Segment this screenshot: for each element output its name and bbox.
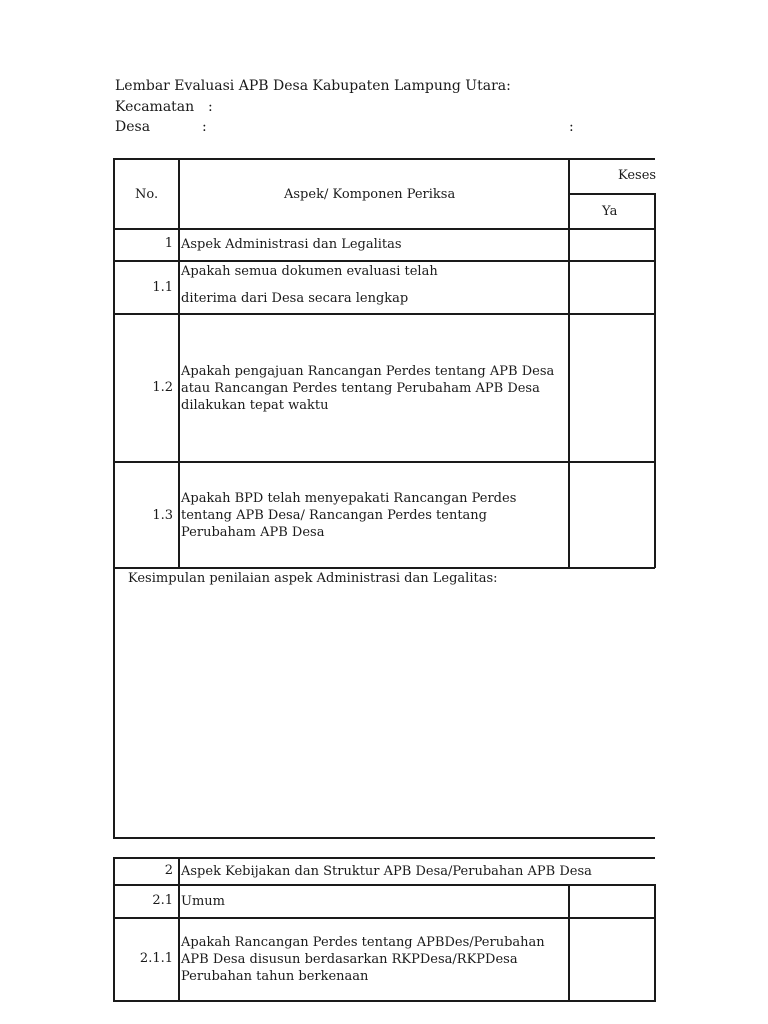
table1-col-divider-ya <box>654 193 656 568</box>
row-aspect-text: Apakah BPD telah menyepakati Rancangan Perdes <box>181 491 517 506</box>
table2-top-border <box>113 857 655 859</box>
table1-bottom-border <box>113 837 655 839</box>
desa-separator: : <box>202 119 207 135</box>
row-aspect-text: Perubaham APB Desa <box>181 525 325 540</box>
table1-row-line <box>113 260 655 262</box>
table2-col-divider-ya <box>654 884 656 1002</box>
row-aspect-text: dilakukan tepat waktu <box>181 398 329 413</box>
table1-row-line <box>113 567 655 569</box>
table1-col-divider-no <box>178 158 180 568</box>
row-aspect-text: APB Desa disusun berdasarkan RKPDesa/RKPDesa <box>181 952 518 967</box>
table2-bottom-border <box>113 1000 655 1002</box>
column-header-aspek: Aspek/ Komponen Periksa <box>284 187 456 202</box>
row-number: 1.3 <box>152 508 173 523</box>
row-number: 2.1.1 <box>139 951 173 966</box>
table1-top-border <box>113 158 655 160</box>
kecamatan-separator: : <box>208 99 213 115</box>
row-aspect-text: Apakah pengajuan Rancangan Perdes tentang APB Desa <box>181 364 555 379</box>
row-number: 1.1 <box>152 280 173 295</box>
table1-row-line <box>113 461 655 463</box>
document-title: Lembar Evaluasi APB Desa Kabupaten Lampung Utara: <box>115 78 511 94</box>
table2-row-line <box>113 917 655 919</box>
row-aspect-text: Aspek Administrasi dan Legalitas <box>181 237 402 252</box>
desa-separator-right: : <box>569 119 574 135</box>
table2-col-divider-no <box>178 857 180 1002</box>
row-number: 1.2 <box>152 380 173 395</box>
row-aspect-text: Umum <box>181 894 225 909</box>
row-aspect-text: Apakah Rancangan Perdes tentang APBDes/Perubahan <box>181 935 545 950</box>
row-aspect-text: diterima dari Desa secara lengkap <box>181 291 409 306</box>
row-aspect-text: Aspek Kebijakan dan Struktur APB Desa/Perubahan APB Desa <box>181 864 592 879</box>
row-aspect-text: tentang APB Desa/ Rancangan Perdes tentang <box>181 508 488 523</box>
column-header-kesesuaian: Keses <box>618 168 657 183</box>
table2-row-line <box>113 884 655 886</box>
kecamatan-label: Kecamatan <box>115 99 195 115</box>
row-aspect-text: atau Rancangan Perdes tentang Perubaham APB Desa <box>181 381 540 396</box>
row-aspect-text: Apakah semua dokumen evaluasi telah <box>181 264 438 279</box>
row-number: 2.1 <box>152 893 173 908</box>
column-header-no: No. <box>135 187 159 202</box>
desa-label: Desa <box>115 119 151 135</box>
column-header-ya: Ya <box>602 204 618 219</box>
row-number: 2 <box>164 863 173 878</box>
table1-subheader-line <box>568 193 655 195</box>
row-number: 1 <box>164 236 173 251</box>
table2-left-border <box>113 857 115 1002</box>
kesimpulan-label: Kesimpulan penilaian aspek Administrasi dan Legalitas: <box>128 571 498 586</box>
table2-col-divider-aspek <box>568 884 570 1002</box>
table1-header-bottom <box>113 228 655 230</box>
table1-col-divider-aspek <box>568 158 570 568</box>
row-aspect-text: Perubahan tahun berkenaan <box>181 969 369 984</box>
table1-row-line <box>113 313 655 315</box>
